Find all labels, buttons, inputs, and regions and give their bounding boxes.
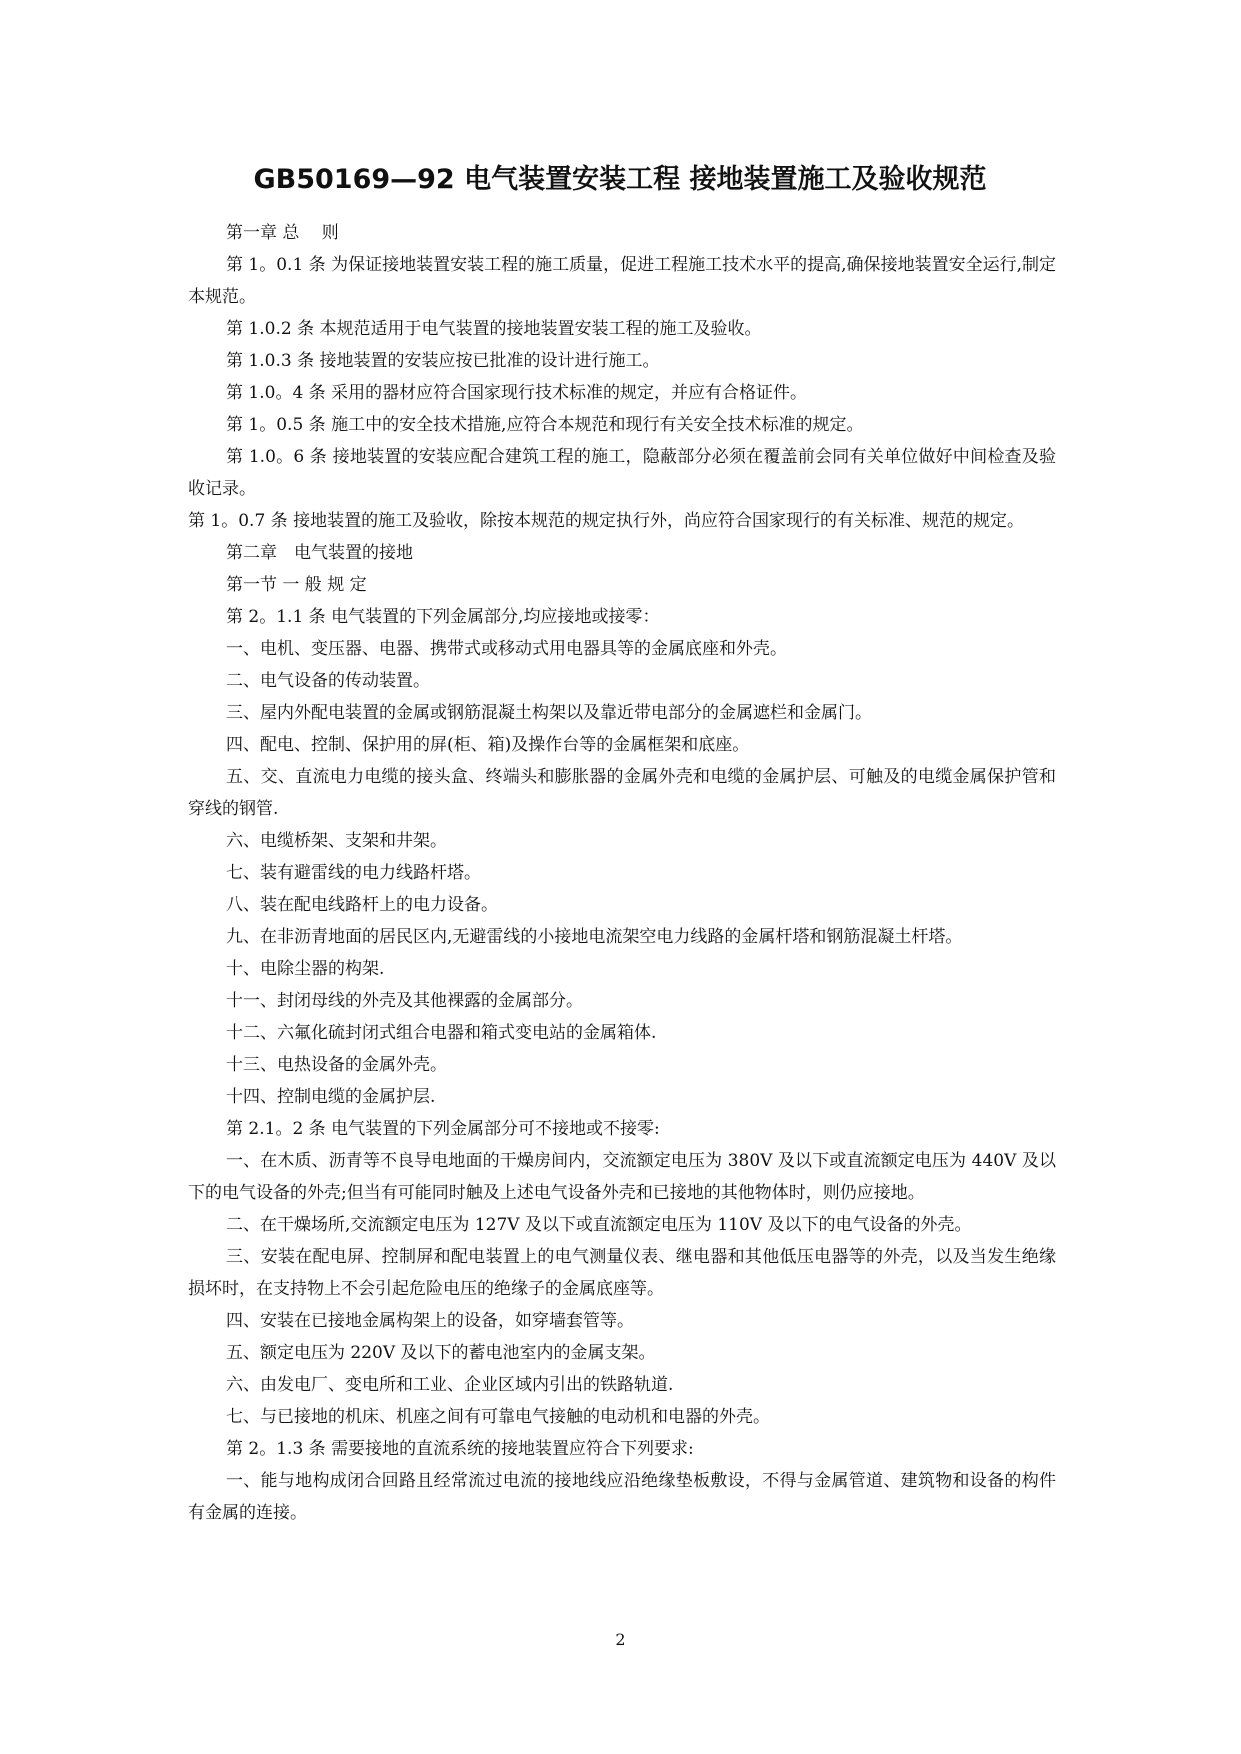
list-item: 七、与已接地的机床、机座之间有可靠电气接触的电动机和电器的外壳。 bbox=[226, 1407, 770, 1427]
list-item: 四、安装在已接地金属构架上的设备，如穿墙套管等。 bbox=[226, 1311, 634, 1331]
list-item: 一、电机、变压器、电器、携带式或移动式用电器具等的金属底座和外壳。 bbox=[226, 639, 787, 659]
list-item: 三、屋内外配电装置的金属或钢筋混凝土构架以及靠近带电部分的金属遮栏和金属门。 bbox=[226, 703, 872, 723]
section-heading: 第一节 一 般 规 定 bbox=[226, 575, 367, 595]
page-number: 2 bbox=[615, 1630, 626, 1649]
list-item: 二、在干燥场所,交流额定电压为 127V 及以下或直流额定电压为 110V 及以下的电气设备的外壳。 bbox=[226, 1215, 972, 1235]
article-paragraph: 第 1.0.2 条 本规范适用于电气装置的接地装置安装工程的施工及验收。 bbox=[226, 319, 762, 339]
list-item: 三、安装在配电屏、控制屏和配电装置上的电气测量仪表、继电器和其他低压电器等的外壳，以及当发生绝缘损坏时，在支持物上不会引起危险电压的绝缘子的金属底座等。 bbox=[188, 1247, 1056, 1299]
article-paragraph: 第 1.0。4 条 采用的器材应符合国家现行技术标准的规定，并应有合格证件。 bbox=[226, 383, 808, 403]
article-paragraph: 第 1.0。6 条 接地装置的安装应配合建筑工程的施工，隐蔽部分必须在覆盖前会同有关单位做好中间检查及验收记录。 bbox=[188, 447, 1056, 499]
list-item: 九、在非沥青地面的居民区内,无避雷线的小接地电流架空电力线路的金属杆塔和钢筋混凝土杆塔。 bbox=[226, 927, 963, 947]
chapter-heading: 第二章 电气装置的接地 bbox=[226, 543, 413, 563]
article-paragraph: 第 1。0.7 条 接地装置的施工及验收，除按本规范的规定执行外，尚应符合国家现行的有关标准、规范的规定。 bbox=[188, 511, 1025, 531]
article-paragraph: 第 2.1。2 条 电气装置的下列金属部分可不接地或不接零: bbox=[226, 1119, 660, 1139]
list-item: 五、交、直流电力电缆的接头盒、终端头和膨胀器的金属外壳和电缆的金属护层、可触及的电缆金属保护管和穿线的钢管. bbox=[188, 767, 1056, 819]
list-item: 八、装在配电线路杆上的电力设备。 bbox=[226, 895, 498, 915]
list-item: 十三、电热设备的金属外壳。 bbox=[226, 1055, 447, 1075]
article-paragraph: 第 2。1.1 条 电气装置的下列金属部分,均应接地或接零： bbox=[226, 607, 660, 627]
list-item: 十、电除尘器的构架. bbox=[226, 959, 385, 979]
list-item: 十一、封闭母线的外壳及其他裸露的金属部分。 bbox=[226, 991, 583, 1011]
list-item: 七、装有避雷线的电力线路杆塔。 bbox=[226, 863, 481, 883]
list-item: 一、能与地构成闭合回路且经常流过电流的接地线应沿绝缘垫板敷设，不得与金属管道、建筑物和设备的构件有金属的连接。 bbox=[188, 1471, 1056, 1523]
list-item: 六、由发电厂、变电所和工业、企业区域内引出的铁路轨道. bbox=[226, 1375, 674, 1395]
list-item: 六、电缆桥架、支架和井架。 bbox=[226, 831, 447, 851]
article-paragraph: 第 1。0.1 条 为保证接地装置安装工程的施工质量，促进工程施工技术水平的提高,确保接地装置安全运行,制定本规范。 bbox=[188, 255, 1056, 307]
list-item: 十四、控制电缆的金属护层. bbox=[226, 1087, 436, 1107]
article-paragraph: 第 2。1.3 条 需要接地的直流系统的接地装置应符合下列要求: bbox=[226, 1439, 694, 1459]
list-item: 二、电气设备的传动装置。 bbox=[226, 671, 430, 691]
chapter-heading: 第一章 总 则 bbox=[226, 223, 339, 243]
document-title: GB50169—92 电气装置安装工程 接地装置施工及验收规范 bbox=[253, 164, 987, 195]
list-item: 五、额定电压为 220V 及以下的蓄电池室内的金属支架。 bbox=[226, 1343, 656, 1363]
list-item: 四、配电、控制、保护用的屏(柜、箱)及操作台等的金属框架和底座。 bbox=[226, 735, 750, 755]
list-item: 一、在木质、沥青等不良导电地面的干燥房间内，交流额定电压为 380V 及以下或直流额定电压为 440V 及以下的电气设备的外壳;但当有可能同时触及上述电气设备外壳和已接地的其他物体时，则仍应接地。 bbox=[188, 1151, 1057, 1203]
article-paragraph: 第 1。0.5 条 施工中的安全技术措施,应符合本规范和现行有关安全技术标准的规定。 bbox=[226, 415, 864, 435]
document-body bbox=[188, 217, 1056, 1529]
list-item: 十二、六氟化硫封闭式组合电器和箱式变电站的金属箱体. bbox=[226, 1023, 657, 1043]
article-paragraph: 第 1.0.3 条 接地装置的安装应按已批准的设计进行施工。 bbox=[226, 351, 660, 371]
